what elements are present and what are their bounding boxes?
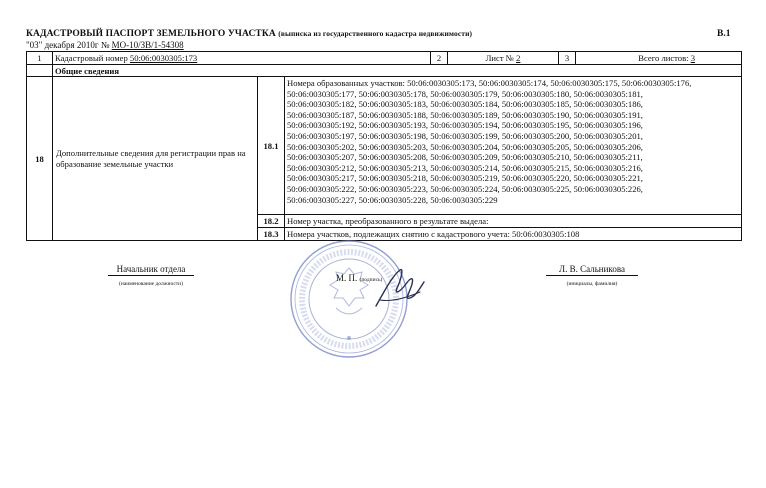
signature-caption: (подпись): [359, 277, 383, 283]
signer-name: Л. В. Сальникова: [546, 264, 638, 276]
document-title: [26, 29, 472, 39]
formed-plots-line: 50:06:0030305:212, 50:06:0030305:213, 50:06:0030305:214, 50:06:0030305:215, 50:06:0030305:216,: [287, 162, 643, 173]
row-18: [27, 77, 742, 215]
formed-plots-line: 50:06:0030305:227, 50:06:0030305:228, 50:06:0030305:229: [287, 194, 498, 205]
sheet-label: Лист №: [485, 53, 514, 63]
formed-plots-line: 50:06:0030305:217, 50:06:0030305:218, 50:06:0030305:219, 50:06:0030305:220, 50:06:0030305:221,: [287, 173, 643, 184]
formed-plots-line: 50:06:0030305:222, 50:06:0030305:223, 50:06:0030305:224, 50:06:0030305:225, 50:06:0030305:226,: [287, 183, 643, 194]
signature-position-block: [108, 264, 194, 287]
box-2: 3: [559, 52, 576, 65]
date-text: "03" декабря 2010г №: [26, 40, 110, 50]
document-date-line: [26, 40, 184, 50]
cadastral-table: [26, 51, 742, 241]
sheet-cell: [448, 52, 559, 65]
formed-plots-list: [285, 77, 742, 215]
handwritten-signature-image: [370, 262, 430, 314]
cadastral-number: 50:06:0030305:173: [129, 53, 198, 63]
position-caption: (наименование должности): [119, 281, 183, 287]
formed-plots-line: Номера образованных участков: 50:06:0030305:173, 50:06:0030305:174, 50:06:0030305:175, 50:06:0030305:176,: [287, 78, 692, 88]
sub-number-18-1: 18.1: [258, 77, 285, 215]
formed-plots-line: 50:06:0030305:177, 50:06:0030305:178, 50:06:0030305:179, 50:06:0030305:180, 50:06:0030305:181,: [287, 88, 643, 99]
section-title: Общие сведения: [53, 65, 742, 77]
position-name: Начальник отдела: [108, 264, 194, 276]
title-main: КАДАСТРОВЫЙ ПАСПОРТ ЗЕМЕЛЬНОГО УЧАСТКА: [26, 29, 276, 39]
formed-plots-line: 50:06:0030305:182, 50:06:0030305:183, 50:06:0030305:184, 50:06:0030305:185, 50:06:0030305:186,: [287, 99, 643, 110]
sub-number-18-3: 18.3: [258, 228, 285, 241]
formed-plots-line: 50:06:0030305:187, 50:06:0030305:188, 50:06:0030305:189, 50:06:0030305:190, 50:06:0030305:191,: [287, 109, 643, 120]
cadastral-number-cell: [53, 52, 431, 65]
removed-plots-text: Номера участков, подлежащих снятию с кадастрового учета: 50:06:0030305:108: [285, 228, 742, 241]
row-section-title: [27, 65, 742, 77]
row-number-1: 1: [27, 52, 53, 65]
total-sheets-cell: [576, 52, 742, 65]
stamp-mark: М. П.: [336, 273, 358, 283]
title-sub: (выписка из государственного кадастра недвижимости): [278, 29, 473, 38]
form-code: В.1: [717, 29, 731, 39]
doc-number: МО-10/ЗВ/1-54308: [111, 40, 184, 50]
total-label: Всего листов:: [638, 53, 689, 63]
formed-plots-line: 50:06:0030305:207, 50:06:0030305:208, 50:06:0030305:209, 50:06:0030305:210, 50:06:0030305:211,: [287, 152, 643, 163]
sheet-number: 2: [516, 53, 521, 63]
box-1: 2: [431, 52, 448, 65]
formed-plots-line: 50:06:0030305:202, 50:06:0030305:203, 50:06:0030305:204, 50:06:0030305:205, 50:06:0030305:206,: [287, 141, 643, 152]
row-18-description: Дополнительные сведения для регистрации прав на образование земельные участки: [53, 77, 258, 241]
signature-name-block: [546, 264, 638, 287]
cadastral-label: Кадастровый номер: [55, 53, 128, 63]
row-cadastral-number: [27, 52, 742, 65]
total-number: 3: [690, 53, 695, 63]
formed-plots-line: 50:06:0030305:192, 50:06:0030305:193, 50:06:0030305:194, 50:06:0030305:195, 50:06:0030305:196,: [287, 120, 643, 131]
signer-caption: (инициалы, фамилия): [566, 281, 618, 287]
row-number-18: 18: [27, 77, 53, 241]
transformed-plot-text: Номер участка, преобразованного в результате выдела:: [285, 215, 742, 228]
formed-plots-line: 50:06:0030305:197, 50:06:0030305:198, 50:06:0030305:199, 50:06:0030305:200, 50:06:0030305:201,: [287, 130, 643, 141]
sub-number-18-2: 18.2: [258, 215, 285, 228]
stamp-label: [336, 273, 382, 283]
